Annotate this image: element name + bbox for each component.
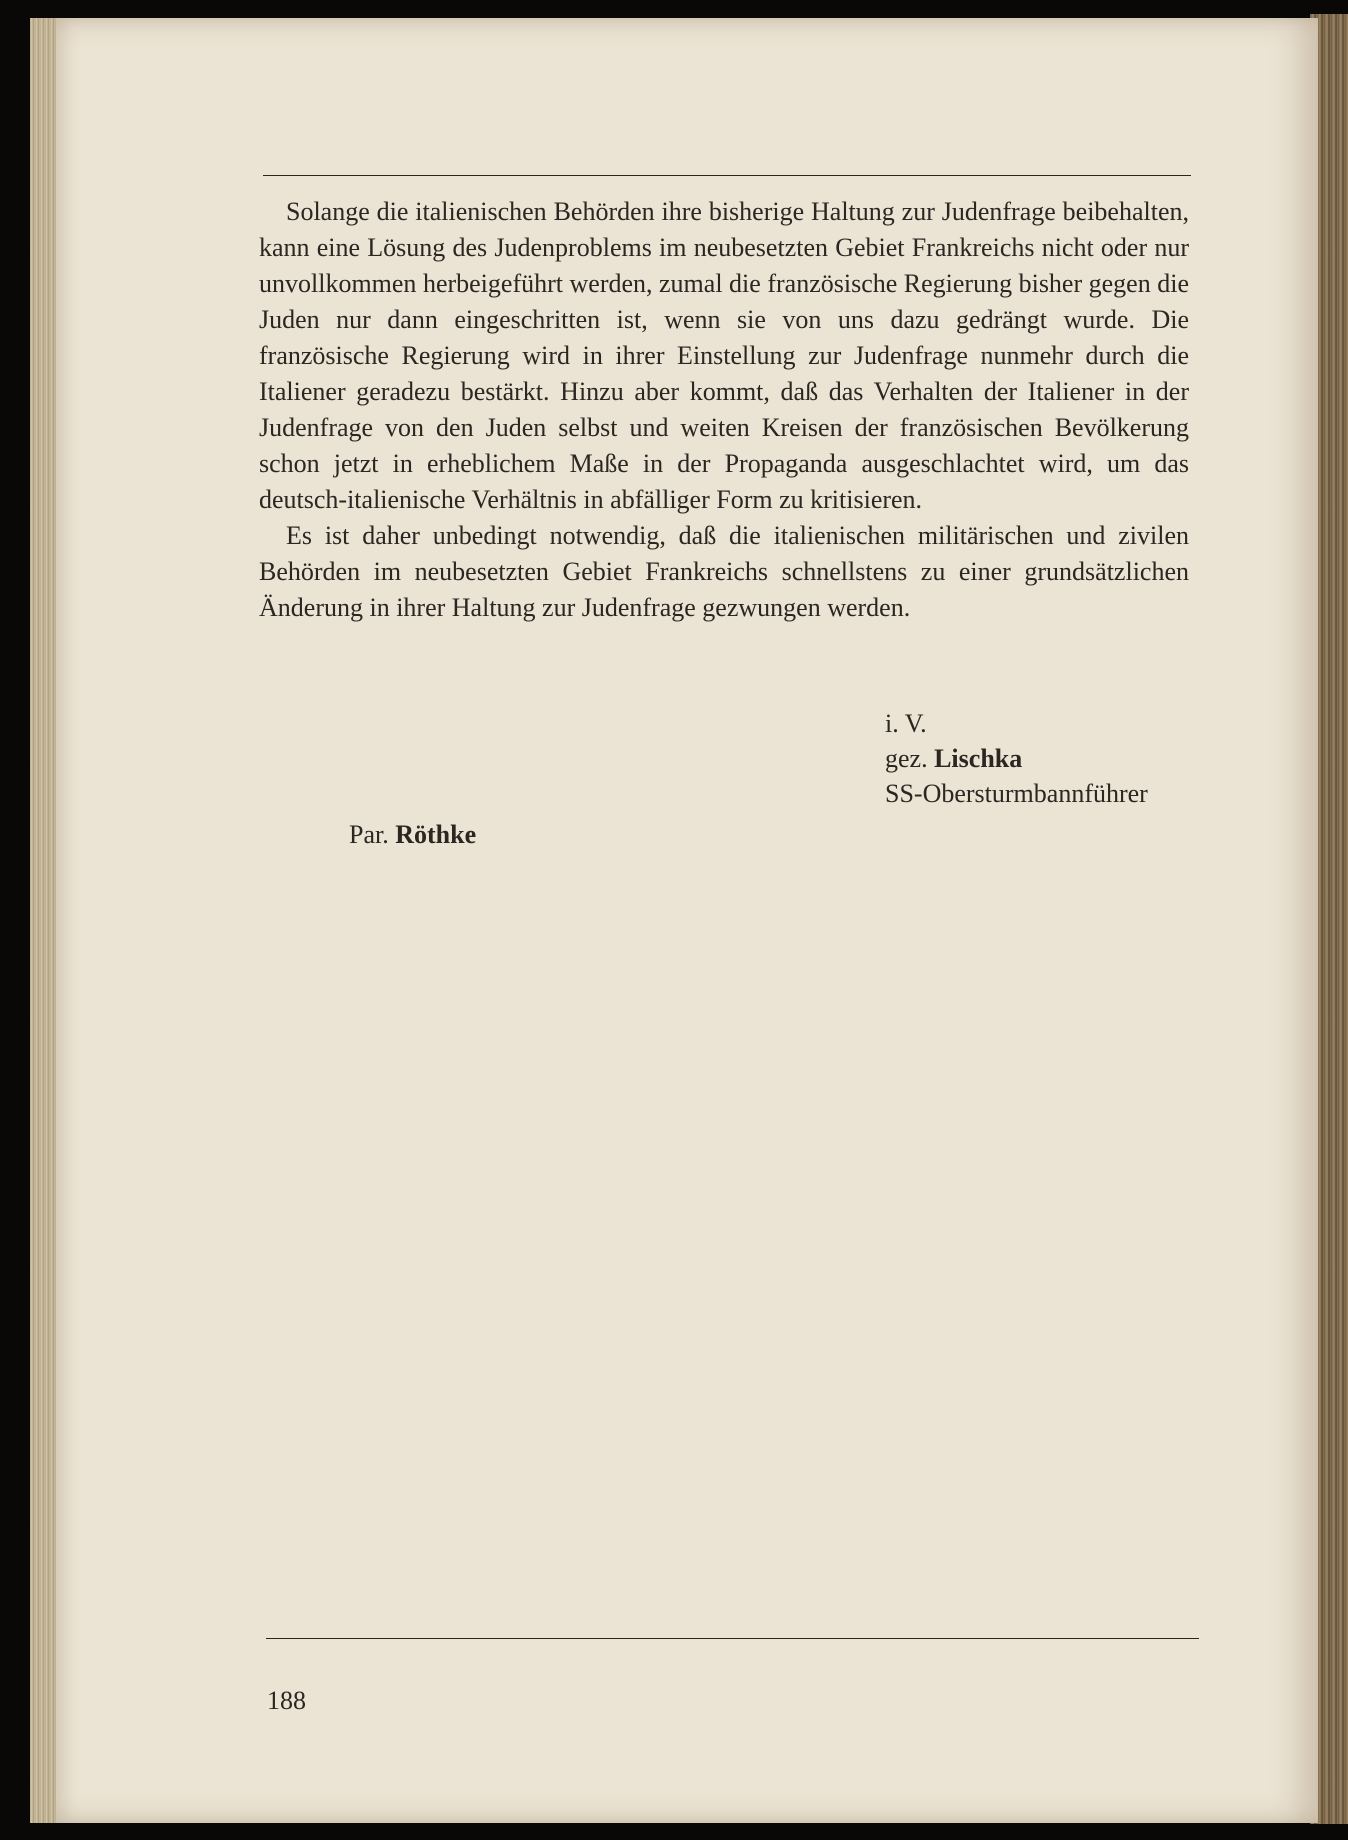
signature-block bbox=[885, 706, 1148, 811]
signature-gez-prefix: gez. bbox=[885, 744, 928, 773]
page-sheet bbox=[56, 18, 1318, 1823]
top-rule bbox=[263, 175, 1191, 176]
signature-name: Lischka bbox=[934, 744, 1023, 773]
paragraph-2: Es ist daher unbedingt notwendig, daß die italienischen militärischen und zivilen Behörden im neubesetzten Gebiet Frankreichs schnellstens zu einer grundsätzlichen Änderung in ihrer Haltung zur Judenfrage gezwungen werden. bbox=[259, 521, 1189, 622]
signature-iv: i. V. bbox=[885, 709, 927, 738]
signature-rank: SS-Obersturmbannführer bbox=[885, 779, 1148, 808]
par-name: Röthke bbox=[395, 820, 477, 849]
page-number: 188 bbox=[267, 1686, 306, 1715]
bottom-rule bbox=[266, 1638, 1199, 1639]
par-prefix: Par. bbox=[349, 820, 389, 849]
body-text bbox=[259, 194, 1189, 626]
signature-gez-line bbox=[885, 741, 1148, 776]
paragraph-1: Solange die italienischen Behörden ihre bisherige Haltung zur Judenfrage beibehalten, kann eine Lösung des Judenproblems im neubesetzten Gebiet Frankreichs nicht oder nur unvollkommen herbeigeführt werden, zumal die französische Regierung bisher gegen die Juden nur dann eingeschritten ist, wenn sie von uns dazu gedrängt wurde. Die französische Regierung wird in ihrer Einstellung zur Judenfrage nunmehr durch die Italiener geradezu bestärkt. Hinzu aber kommt, daß das Verhalten der Italiener in der Judenfrage von den Juden selbst und weiten Kreisen der französischen Bevölkerung schon jetzt in erheblichem Maße in der Propaganda ausgeschlachtet wird, um das deutsch-italienische Verhältnis in abfälliger Form zu kritisieren. bbox=[259, 197, 1189, 514]
par-line bbox=[349, 817, 476, 852]
